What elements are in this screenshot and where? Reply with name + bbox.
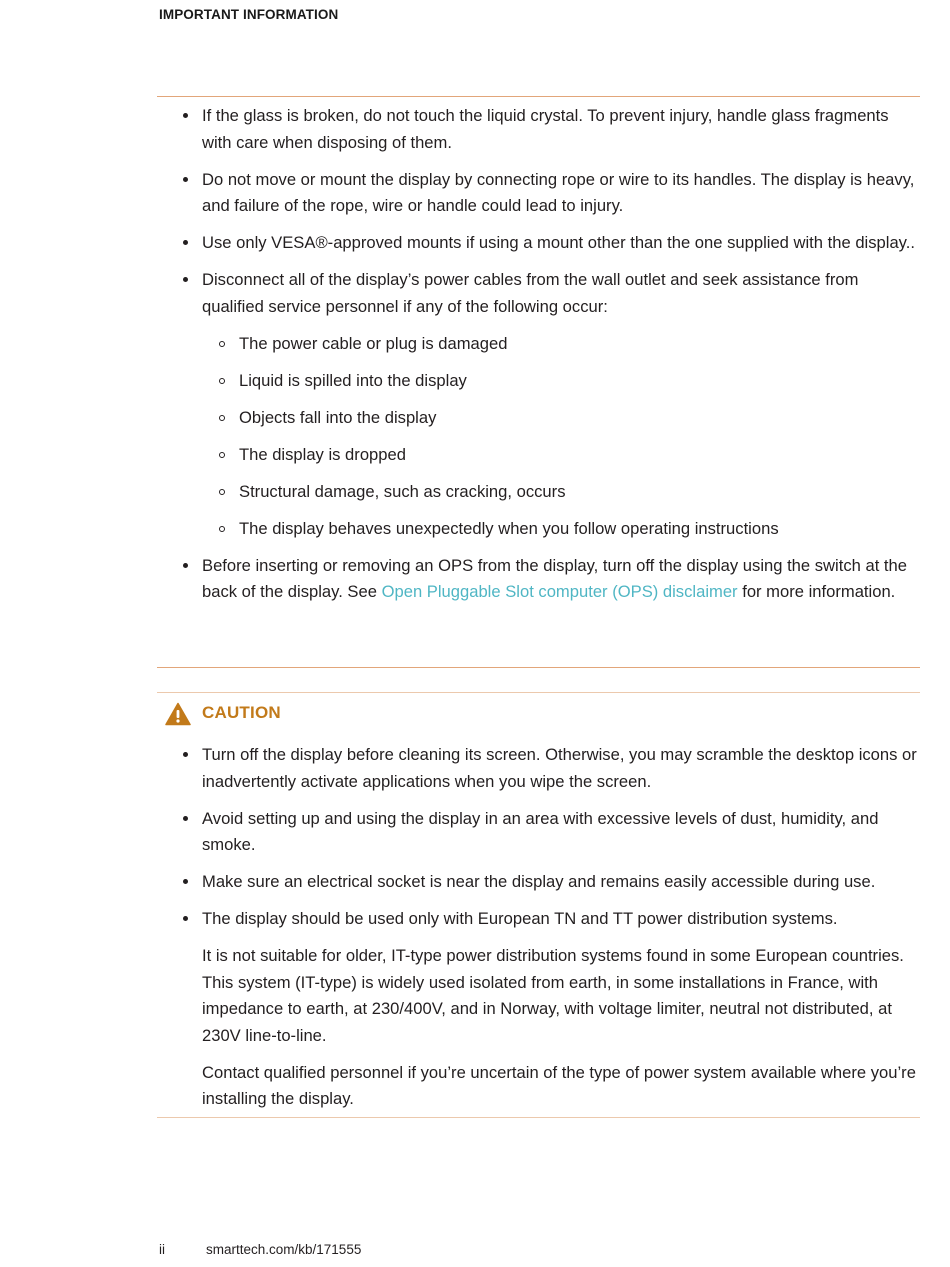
warning-section bbox=[157, 103, 920, 616]
warning-top-rule bbox=[157, 96, 920, 97]
list-item-text: The display should be used only with European TN and TT power distribution systems. bbox=[202, 909, 838, 928]
sub-list-item-text: Structural damage, such as cracking, occurs bbox=[239, 481, 566, 501]
list-item bbox=[157, 103, 920, 156]
sub-bullet-circle bbox=[219, 489, 225, 495]
caution-top-rule bbox=[157, 692, 920, 693]
warning-list bbox=[157, 103, 920, 606]
list-item-text: Make sure an electrical socket is near the display and remains easily accessible during use. bbox=[202, 872, 876, 891]
sub-list-item bbox=[202, 442, 920, 469]
bullet-dot bbox=[183, 916, 188, 921]
sub-bullet-circle bbox=[219, 378, 225, 384]
caution-list bbox=[157, 742, 920, 933]
sub-bullet-circle bbox=[219, 452, 225, 458]
caution-section bbox=[157, 698, 920, 1123]
list-item-text: Disconnect all of the display’s power cables from the wall outlet and seek assistance from qualified service personnel if any of the following occur: bbox=[202, 270, 859, 316]
list-item-text: Avoid setting up and using the display in an area with excessive levels of dust, humidity, and smoke. bbox=[202, 808, 879, 854]
bullet-dot bbox=[183, 816, 188, 821]
warning-triangle-icon bbox=[165, 702, 191, 726]
bullet-dot bbox=[183, 277, 188, 282]
page-number: ii bbox=[159, 1242, 165, 1257]
list-item bbox=[157, 906, 920, 933]
list-item bbox=[157, 742, 920, 795]
bullet-dot bbox=[183, 563, 188, 568]
sub-list-item-text: The display behaves unexpectedly when you follow operating instructions bbox=[239, 518, 779, 538]
sub-list-item bbox=[202, 516, 920, 543]
ops-text-after: for more information. bbox=[737, 582, 896, 601]
sub-list-item-text: The display is dropped bbox=[239, 444, 406, 464]
list-item-text: Use only VESA®-approved mounts if using a mount other than the one supplied with the display.. bbox=[202, 233, 915, 252]
bullet-dot bbox=[183, 240, 188, 245]
list-item bbox=[157, 267, 920, 542]
caution-title: CAUTION bbox=[202, 703, 281, 722]
bullet-dot bbox=[183, 879, 188, 884]
list-item-text: Turn off the display before cleaning its screen. Otherwise, you may scramble the desktop icons or inadvertently activate applications when you wipe the screen. bbox=[202, 745, 917, 791]
list-item bbox=[157, 230, 920, 257]
caution-paragraph: Contact qualified personnel if you’re uncertain of the type of power system available where you’re installing the display. bbox=[202, 1062, 916, 1108]
sub-list bbox=[202, 331, 920, 543]
bullet-dot bbox=[183, 113, 188, 118]
list-item-text: If the glass is broken, do not touch the liquid crystal. To prevent injury, handle glass fragments with care when disposing of them. bbox=[202, 106, 889, 152]
sub-list-item bbox=[202, 331, 920, 358]
list-item bbox=[157, 167, 920, 220]
sub-list-item bbox=[202, 479, 920, 506]
list-item-text: Do not move or mount the display by connecting rope or wire to its handles. The display is heavy, and failure of the rope, wire or handle could lead to injury. bbox=[202, 169, 915, 215]
sub-list-item bbox=[202, 368, 920, 395]
sub-bullet-circle bbox=[219, 341, 225, 347]
warning-bottom-rule bbox=[157, 667, 920, 668]
bullet-dot bbox=[183, 752, 188, 757]
footer-url[interactable]: smarttech.com/kb/171555 bbox=[206, 1242, 362, 1257]
ops-disclaimer-link[interactable]: Open Pluggable Slot computer (OPS) disclaimer bbox=[381, 582, 738, 601]
sub-list-item-text: The power cable or plug is damaged bbox=[239, 333, 508, 353]
running-header: IMPORTANT INFORMATION bbox=[159, 7, 339, 22]
caution-paragraph: It is not suitable for older, IT-type power distribution systems found in some European countries. This system (IT-type) is widely used isolated from earth, in some installations in France, with impedance to earth, at 230/400V, and in Norway, with voltage limiter, neutral not distributed, at 230V line-to-line. bbox=[202, 946, 904, 1045]
caution-heading bbox=[157, 698, 920, 728]
sub-list-item bbox=[202, 405, 920, 432]
ops-text-before: Before inserting or removing an OPS from the display, turn off the display using the switch at the back of the display. See bbox=[202, 555, 907, 601]
list-item-ops bbox=[157, 553, 920, 606]
caution-bottom-rule bbox=[157, 1117, 920, 1118]
sub-list-item-text: Objects fall into the display bbox=[239, 407, 437, 427]
list-item bbox=[157, 869, 920, 896]
sub-bullet-circle bbox=[219, 415, 225, 421]
sub-bullet-circle bbox=[219, 526, 225, 532]
bullet-dot bbox=[183, 177, 188, 182]
sub-list-item-text: Liquid is spilled into the display bbox=[239, 370, 467, 390]
list-item bbox=[157, 806, 920, 859]
